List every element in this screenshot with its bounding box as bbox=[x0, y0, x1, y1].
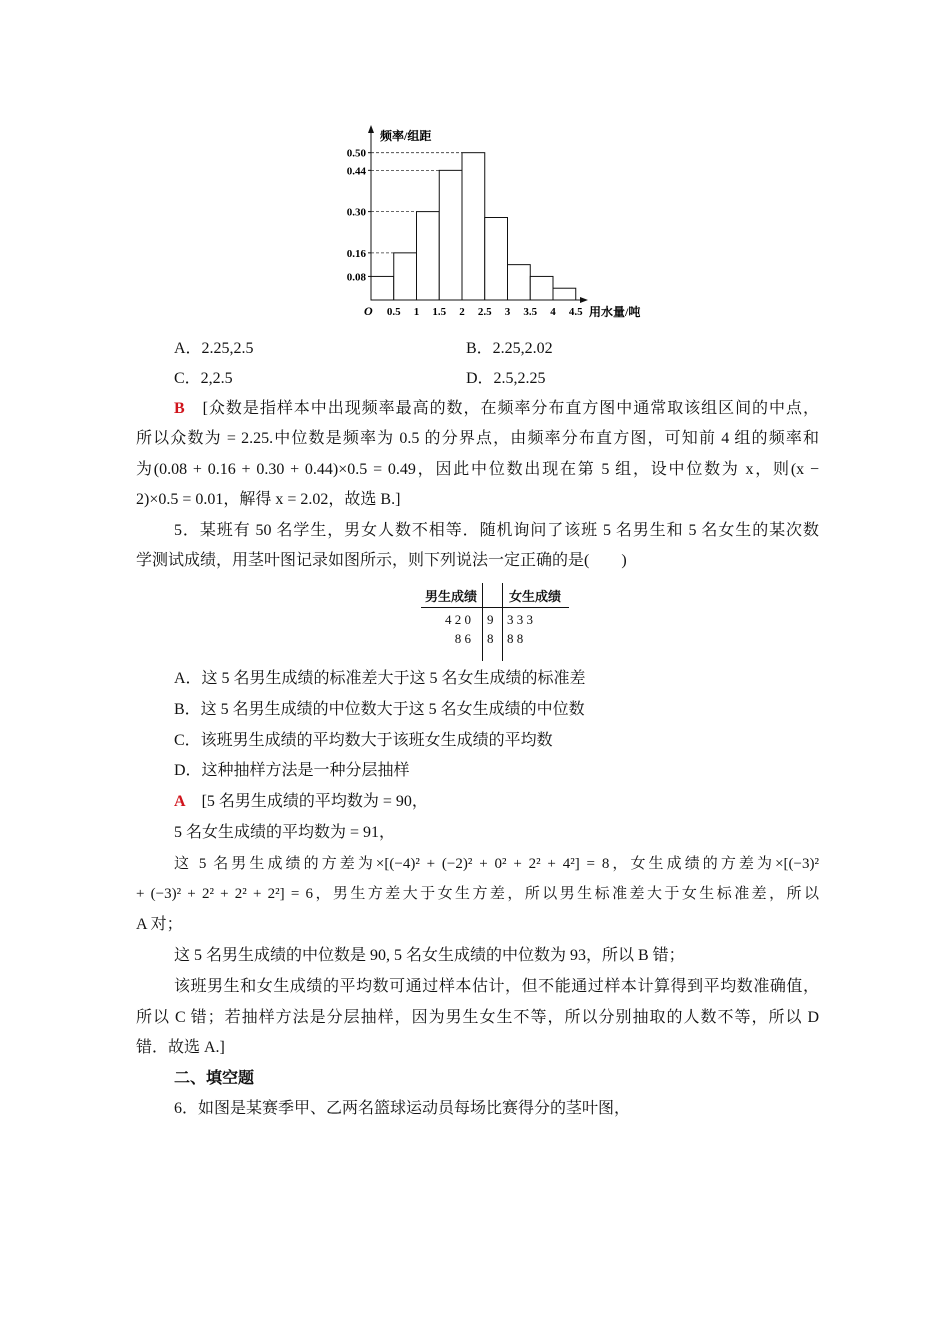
q5-answer-line-3: 这 5 名男生成绩的方差为×[(−4)² + (−2)² + 0² + 2² + 4²] = 8，女生成绩的方差为×[(−3)² bbox=[174, 856, 819, 872]
histogram-bar bbox=[394, 253, 417, 300]
section-fill-in-heading: 二、填空题 bbox=[174, 1070, 255, 1087]
q5-answer-line-9: 错．故选 A.] bbox=[136, 1039, 225, 1056]
q5-option-a: A．这 5 名男生成绩的标准差大于这 5 名女生成绩的标准差 bbox=[174, 670, 586, 687]
histogram-y-tick-label: 0.08 bbox=[346, 271, 366, 284]
histogram-y-tick-label: 0.16 bbox=[346, 247, 366, 260]
histogram-bar bbox=[508, 265, 531, 300]
q5-option-d: D．这种抽样方法是一种分层抽样 bbox=[174, 762, 410, 779]
histogram-bar bbox=[371, 276, 394, 300]
histogram-y-arrow bbox=[368, 125, 374, 133]
histogram-x-label: 用水量/吨 bbox=[589, 305, 641, 319]
histogram-x-tick-label: 3 bbox=[504, 306, 511, 318]
histogram-x-tick-label: 1.5 bbox=[432, 306, 447, 318]
q5-stem-line-1: 5．某班有 50 名学生，男女人数不相等．随机询问了该班 5 名男生和 5 名女生的某次数 bbox=[174, 522, 819, 539]
q5-option-b: B．这 5 名男生成绩的中位数大于这 5 名女生成绩的中位数 bbox=[174, 701, 585, 718]
frequency-histogram bbox=[330, 120, 660, 325]
histogram-x-tick-label: 4.5 bbox=[568, 306, 583, 318]
q5-stem-line-2: 学测试成绩，用茎叶图记录如图所示，则下列说法一定正确的是( ) bbox=[136, 552, 627, 569]
stem-leaf-divider-right bbox=[502, 583, 503, 661]
q4-option-c: C．2,2.5 bbox=[174, 370, 233, 387]
histogram-bar bbox=[530, 276, 553, 300]
q4-option-b: B．2.25,2.02 bbox=[466, 340, 553, 357]
stem-leaf-row-1-left: 4 2 0 bbox=[445, 612, 471, 627]
q5-answer-line-4: + (−3)² + 2² + 2² + 2²] = 6，男生方差大于女生方差，所以男生标准差大于女生标准差，所以 bbox=[136, 886, 819, 902]
histogram-x-tick-label: 4 bbox=[550, 306, 556, 318]
histogram-bars bbox=[371, 153, 576, 300]
q5-answer-line-6: 这 5 名男生成绩的中位数是 90, 5 名女生成绩的中位数为 93，所以 B 错； bbox=[174, 947, 685, 964]
q4-answer-line-1: B [众数是指样本中出现频率最高的数，在频率分布直方图中通常取该组区间的中点， bbox=[174, 400, 819, 417]
stem-leaf-row-2-left: 8 6 bbox=[454, 631, 471, 646]
q5-answer-line-1: A [5 名男生成绩的平均数为 = 90， bbox=[174, 793, 428, 810]
q4-answer-line-2: 所以众数为 = 2.25.中位数是频率为 0.5 的分界点，由频率分布直方图，可知前 4 组的频率和 bbox=[136, 430, 819, 447]
stem-leaf-row-1-right: 3 3 3 bbox=[507, 612, 533, 627]
q5-answer-letter: A bbox=[174, 793, 186, 810]
q4-answer-letter: B bbox=[174, 400, 185, 417]
q5-option-c: C．该班男生成绩的平均数大于该班女生成绩的平均数 bbox=[174, 732, 553, 749]
histogram-x-tick-label: 2.5 bbox=[477, 306, 492, 318]
histogram-bar bbox=[439, 170, 462, 300]
stem-leaf-row-2-right: 8 8 bbox=[507, 631, 524, 646]
stem-leaf-left-header: 男生成绩 bbox=[425, 589, 478, 604]
q4-answer-line-4: 2)×0.5 = 0.01，解得 x = 2.02，故选 B.] bbox=[136, 491, 401, 508]
q5-answer-line-5: A 对； bbox=[136, 916, 183, 933]
q5-answer-line-8: 所以 C 错；若抽样方法是分层抽样，因为男生女生不等，所以分别抽取的人数不等，所以 D bbox=[136, 1009, 819, 1026]
histogram-bar bbox=[553, 288, 576, 300]
histogram-y-tick-label: 0.30 bbox=[346, 206, 366, 219]
histogram-bar bbox=[417, 212, 440, 300]
histogram-x-tick-label: 3.5 bbox=[523, 306, 538, 318]
histogram-x-arrow bbox=[580, 297, 588, 303]
q5-answer-line-7: 该班男生和女生成绩的平均数可通过样本估计，但不能通过样本计算得到平均数准确值， bbox=[174, 978, 819, 995]
q5-answer-line-2: 5 名女生成绩的平均数为 = 91， bbox=[174, 824, 396, 841]
histogram-y-ticks bbox=[347, 148, 371, 284]
q4-answer-line-3: 为(0.08 + 0.16 + 0.30 + 0.44)×0.5 = 0.49，因此中位数出现在第 5 组，设中位数为 x，则(x − bbox=[136, 461, 819, 478]
histogram-x-tick-label: 0.5 bbox=[386, 306, 401, 318]
stem-leaf-header-rule bbox=[421, 607, 569, 608]
stem-leaf-row-1-stem: 9 bbox=[487, 612, 494, 627]
histogram-bar bbox=[462, 153, 485, 300]
histogram-y-tick-label: 0.44 bbox=[346, 165, 366, 178]
histogram-origin: O bbox=[364, 304, 373, 318]
histogram-bar bbox=[485, 218, 508, 301]
histogram-x-tick-label: 2 bbox=[459, 306, 465, 318]
q6-stem: 6．如图是某赛季甲、乙两名篮球运动员每场比赛得分的茎叶图， bbox=[174, 1100, 631, 1117]
histogram-x-ticks bbox=[387, 306, 583, 318]
stem-leaf-divider-left bbox=[482, 583, 483, 661]
histogram-x-tick-label: 1 bbox=[413, 306, 420, 318]
q4-option-a: A．2.25,2.5 bbox=[174, 340, 254, 357]
histogram-y-label: 频率/组距 bbox=[380, 129, 432, 143]
histogram-y-tick-label: 0.50 bbox=[346, 147, 366, 160]
stem-leaf-table bbox=[421, 583, 569, 661]
stem-leaf-right-header: 女生成绩 bbox=[509, 589, 562, 604]
q4-option-d: D．2.5,2.25 bbox=[466, 370, 546, 387]
stem-leaf-row-2-stem: 8 bbox=[487, 631, 494, 646]
